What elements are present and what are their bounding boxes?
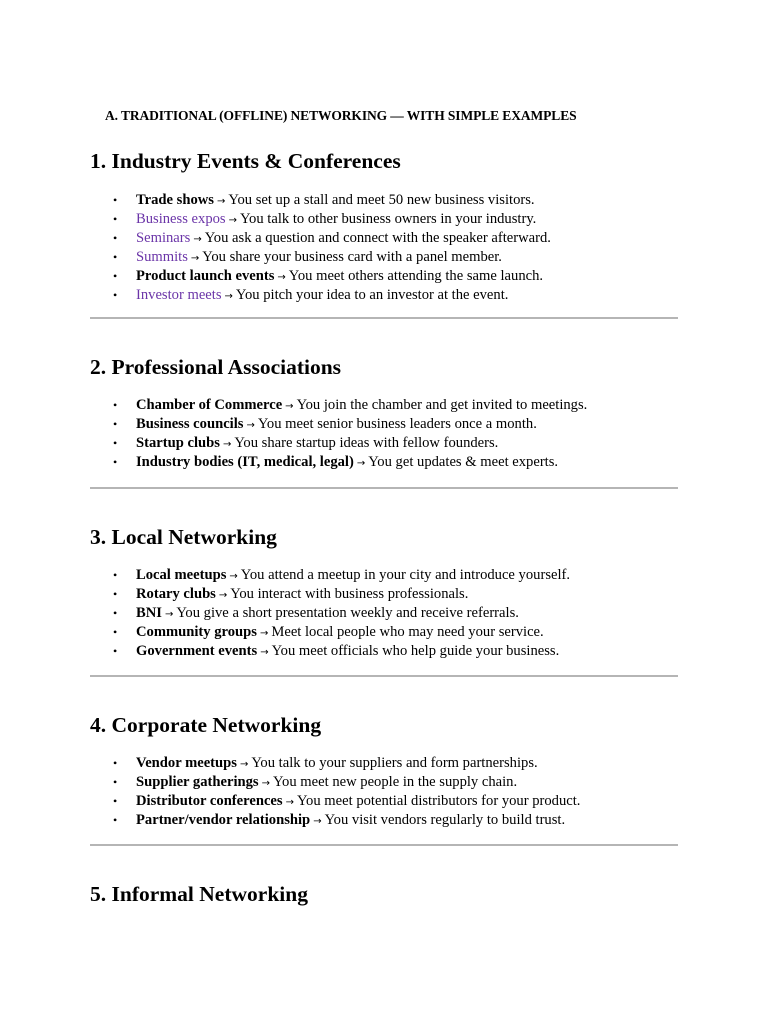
arrow-right-icon: → — [259, 627, 269, 639]
arrow-right-icon: → — [285, 401, 294, 412]
item-description: You attend a meetup in your city and introduce yourself. — [240, 567, 571, 583]
item-term: Vendor meetups — [136, 755, 237, 771]
item-term: Business councils — [136, 415, 244, 432]
item-term: Community groups — [136, 623, 257, 640]
list-item — [90, 268, 678, 287]
list-item — [90, 643, 678, 662]
section-title: 1. Industry Events & Conferences — [90, 149, 401, 173]
list-item — [90, 586, 678, 605]
section-title: 2. Professional Associations — [90, 355, 342, 379]
bullet-icon: • — [113, 605, 118, 620]
bullet-icon: • — [113, 435, 118, 450]
item-description: You meet officials who help guide your business. — [271, 642, 560, 659]
item-term: Seminars — [136, 229, 191, 246]
bullet-icon: • — [113, 268, 118, 283]
list-item — [90, 624, 678, 643]
item-term: Government events — [136, 642, 258, 659]
item-term: Chamber of Commerce — [136, 397, 283, 413]
item-term: Startup clubs — [136, 434, 220, 451]
document-heading: A. TRADITIONAL (OFFLINE) NETWORKING — WITH SIMPLE EXAMPLES — [105, 108, 577, 123]
bullet-icon: • — [113, 586, 118, 601]
item-term: Business expos — [136, 210, 226, 227]
bullet-icon: • — [113, 774, 118, 789]
item-term: Distributor conferences — [136, 792, 283, 809]
section-title: 4. Corporate Networking — [90, 713, 322, 737]
arrow-right-icon: → — [229, 571, 238, 582]
arrow-right-icon: → — [261, 777, 270, 789]
section-divider — [90, 317, 678, 319]
item-description: You ask a question and connect with the speaker afterward. — [204, 229, 551, 246]
bullet-icon: • — [113, 756, 118, 770]
item-term: Product launch events — [136, 267, 275, 284]
section-divider — [90, 675, 678, 677]
list-item — [90, 567, 678, 586]
list-item — [90, 211, 678, 230]
list-item — [90, 755, 678, 774]
bullet-icon: • — [113, 812, 118, 827]
item-description: You give a short presentation weekly and receive referrals. — [176, 604, 519, 621]
item-description: You meet senior business leaders once a month. — [257, 415, 537, 432]
bullet-icon: • — [113, 568, 118, 582]
item-list — [90, 567, 678, 662]
item-term: Investor meets — [136, 286, 222, 303]
item-term: Summits — [136, 248, 188, 265]
item-description: Meet local people who may need your service. — [271, 623, 544, 640]
arrow-right-icon: → — [218, 589, 228, 601]
arrow-right-icon: → — [260, 646, 269, 658]
list-item — [90, 287, 678, 306]
list-item — [90, 397, 678, 416]
section-divider — [90, 844, 678, 846]
list-item — [90, 230, 678, 249]
section-title: 5. Informal Networking — [90, 882, 308, 906]
item-description: You meet potential distributors for your product. — [296, 792, 581, 809]
item-description: You interact with business professionals. — [230, 585, 469, 602]
arrow-right-icon: → — [313, 815, 322, 827]
list-item — [90, 793, 678, 812]
arrow-right-icon: → — [285, 796, 294, 808]
list-item — [90, 454, 678, 473]
arrow-right-icon: → — [356, 457, 366, 469]
bullet-icon: • — [113, 643, 118, 658]
item-description: You join the chamber and get invited to meetings. — [296, 397, 588, 413]
list-item — [90, 774, 678, 793]
list-item — [90, 605, 678, 624]
arrow-right-icon: → — [277, 271, 286, 283]
bullet-icon: • — [113, 398, 118, 412]
item-description: You pitch your idea to an investor at the event. — [235, 286, 509, 303]
item-description: You share startup ideas with fellow founders. — [234, 434, 499, 451]
list-item — [90, 192, 678, 211]
bullet-icon: • — [113, 193, 118, 207]
item-list — [90, 397, 678, 473]
section-title: 3. Local Networking — [90, 525, 277, 549]
bullet-icon: • — [113, 624, 118, 639]
item-description: You talk to other business owners in your industry. — [239, 210, 537, 227]
item-term: Rotary clubs — [136, 585, 216, 602]
section-informal-networking — [90, 880, 678, 924]
item-description: You set up a stall and meet 50 new business visitors. — [228, 192, 535, 208]
item-description: You talk to your suppliers and form partnerships. — [251, 755, 538, 771]
bullet-icon: • — [113, 416, 118, 431]
item-term: Trade shows — [136, 192, 214, 208]
list-item — [90, 416, 678, 435]
list-item — [90, 435, 678, 454]
item-list — [90, 755, 678, 831]
item-description: You meet new people in the supply chain. — [272, 773, 518, 790]
arrow-right-icon: → — [228, 214, 237, 226]
bullet-icon: • — [113, 287, 118, 302]
list-item — [90, 812, 678, 831]
item-term: BNI — [136, 604, 162, 621]
arrow-right-icon: → — [193, 233, 202, 245]
arrow-right-icon: → — [246, 419, 255, 431]
item-term: Industry bodies (IT, medical, legal) — [136, 453, 354, 470]
arrow-right-icon: → — [222, 438, 232, 450]
bullet-icon: • — [113, 793, 118, 808]
arrow-right-icon: → — [190, 252, 200, 264]
item-term: Local meetups — [136, 567, 227, 583]
item-term: Supplier gatherings — [136, 773, 259, 790]
item-description: You meet others attending the same launch. — [288, 267, 544, 284]
section-local-networking — [90, 523, 678, 662]
arrow-right-icon: → — [239, 759, 249, 770]
section-corporate-networking — [90, 711, 678, 831]
bullet-icon: • — [113, 249, 118, 264]
bullet-icon: • — [113, 211, 118, 226]
item-description: You visit vendors regularly to build trust. — [324, 811, 566, 828]
bullet-icon: • — [113, 454, 118, 469]
item-description: You get updates & meet experts. — [368, 453, 559, 470]
arrow-right-icon: → — [216, 196, 226, 207]
section-professional-associations — [90, 353, 678, 473]
arrow-right-icon: → — [224, 290, 233, 302]
item-list — [90, 192, 678, 305]
arrow-right-icon: → — [164, 608, 174, 620]
bullet-icon: • — [113, 230, 118, 245]
section-industry-events — [90, 147, 678, 305]
item-term: Partner/vendor relationship — [136, 811, 311, 828]
list-item — [90, 249, 678, 268]
section-divider — [90, 487, 678, 489]
item-description: You share your business card with a panel member. — [202, 248, 502, 265]
